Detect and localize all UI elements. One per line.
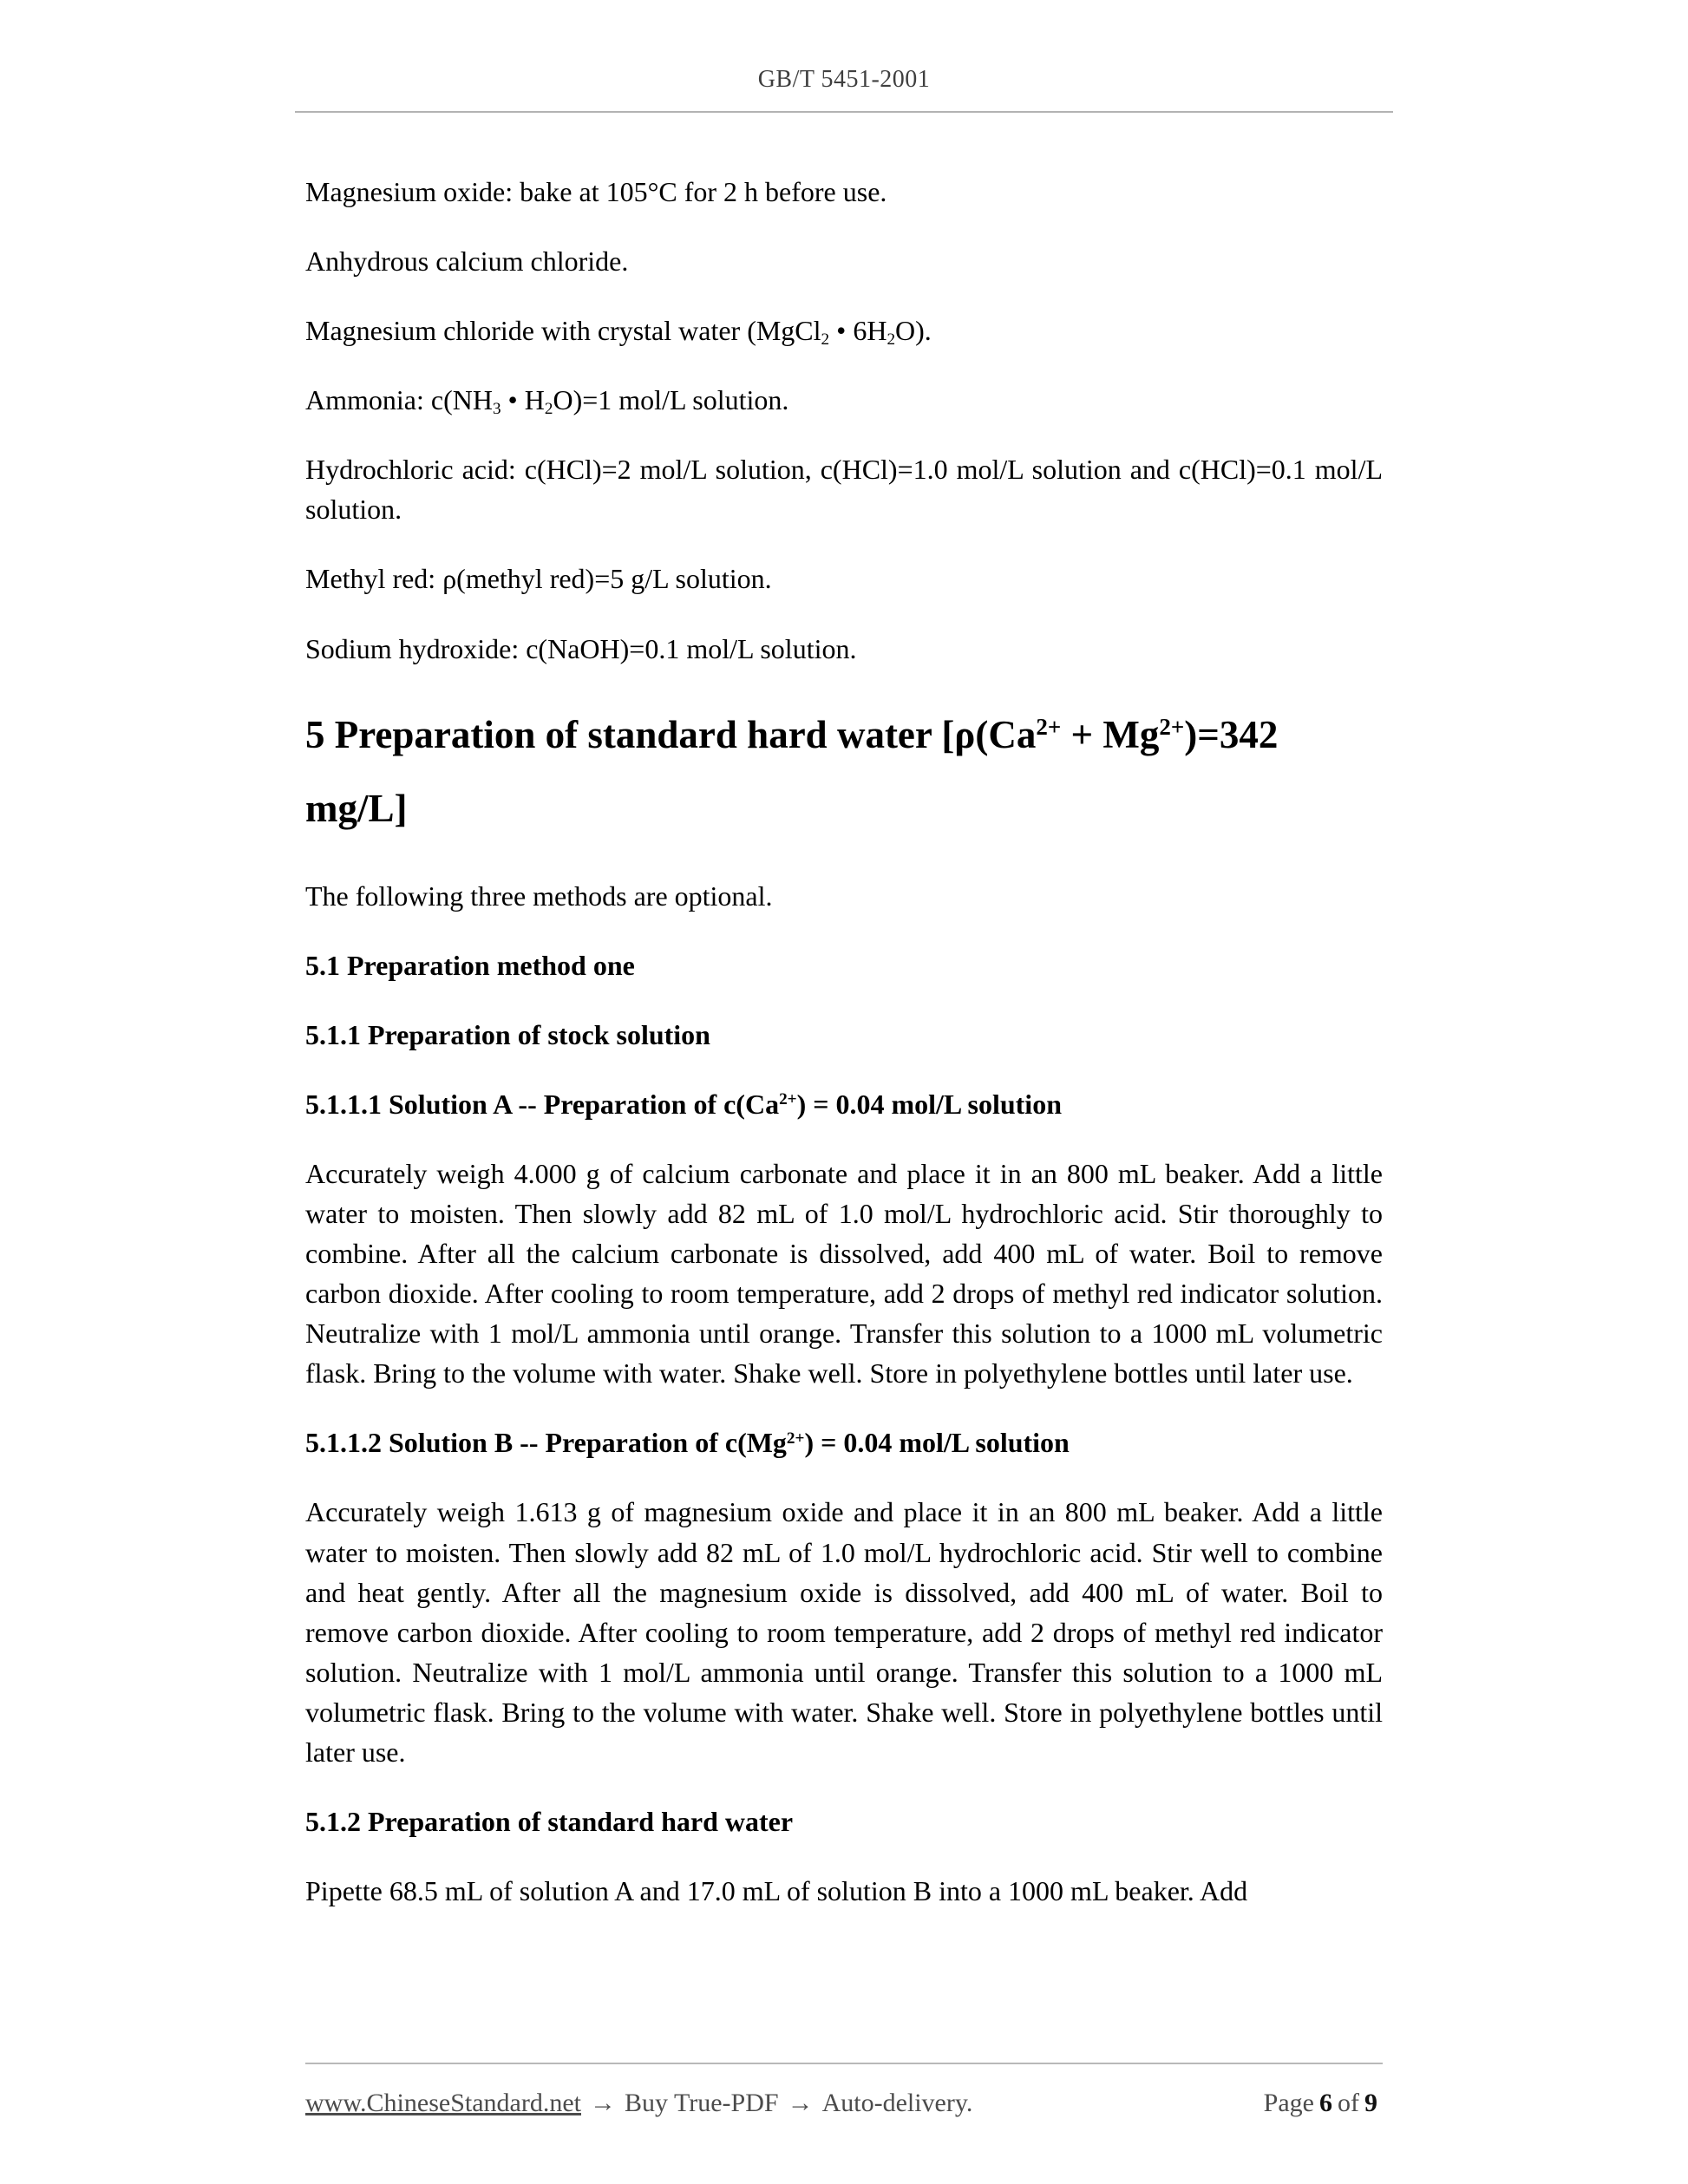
paragraph-solution-b bbox=[305, 1492, 1383, 1772]
text-run: Magnesium chloride with crystal water (MgCl bbox=[305, 315, 821, 347]
paragraph-methods-optional bbox=[305, 876, 1383, 916]
text-run: 5.1.1 Preparation of stock solution bbox=[305, 1018, 710, 1050]
paragraph-ammonia bbox=[305, 380, 1383, 420]
header-divider bbox=[295, 111, 1393, 113]
footer-divider bbox=[305, 2063, 1383, 2064]
text-run: Hydrochloric acid: c(HCl)=2 mol/L solution, c(HCl)=1.0 mol/L solution and c(HCl)=0.1 mol/L solution. bbox=[305, 454, 1383, 526]
text-run: 5.1.1.1 Solution A -- Preparation of c(Ca bbox=[305, 1088, 780, 1120]
text-run: 2+ bbox=[779, 1090, 797, 1109]
text-run: )=342 mg/L] bbox=[305, 712, 1279, 831]
text-run: ) = 0.04 mol/L solution bbox=[796, 1088, 1062, 1120]
page-of-label: of bbox=[1338, 2089, 1359, 2117]
text-run: 5.1.2 Preparation of standard hard water bbox=[305, 1806, 794, 1838]
text-run: 2 bbox=[821, 330, 830, 349]
document-number: GB/T 5451-2001 bbox=[757, 66, 931, 93]
heading-5-1-2 bbox=[305, 1801, 1383, 1841]
heading-section-5 bbox=[305, 698, 1383, 847]
text-run: 2 bbox=[887, 330, 896, 349]
text-run: Accurately weigh 4.000 g of calcium carbonate and place it in an 800 mL beaker. Add a little water to moisten. Then slowly add 82 mL of 1.0 mol/L hydrochloric acid. Stir thoroughly to combine. After all the calcium carbonate is dissolved, add 400 mL of water. Boil to remove carbon dioxide. After cooling to room temperature, add 2 drops of methyl red indicator solution. Neutralize with 1 mol/L ammonia until orange. Transfer this solution to a 1000 mL volumetric flask. Bring to the volume with water. Shake well. Store in polyethylene bottles until later use. bbox=[305, 1157, 1383, 1390]
text-run: Magnesium oxide: bake at 105°C for 2 h before use. bbox=[305, 176, 887, 207]
text-run: 5.1 Preparation method one bbox=[305, 949, 635, 981]
text-run: 2 bbox=[544, 400, 553, 419]
footer-delivery-label: Auto-delivery. bbox=[821, 2089, 973, 2117]
text-run: O)=1 mol/L solution. bbox=[553, 384, 789, 416]
page-label: Page bbox=[1263, 2089, 1314, 2117]
text-run: ) = 0.04 mol/L solution bbox=[804, 1427, 1070, 1459]
page-footer bbox=[305, 2063, 1383, 2118]
paragraph-calcium-chloride bbox=[305, 241, 1383, 281]
paragraph-sodium-hydroxide bbox=[305, 629, 1383, 669]
text-run: • H bbox=[501, 384, 545, 416]
page-indicator bbox=[1264, 2089, 1383, 2118]
text-run: The following three methods are optional. bbox=[305, 879, 773, 912]
footer-buy-label: Buy True-PDF bbox=[625, 2089, 779, 2117]
text-run: 5.1.1.2 Solution B -- Preparation of c(Mg bbox=[305, 1427, 787, 1459]
text-run: Anhydrous calcium chloride. bbox=[305, 245, 629, 278]
text-run: • 6H bbox=[829, 315, 887, 347]
text-run: 3 bbox=[492, 400, 501, 419]
text-run: Pipette 68.5 mL of solution A and 17.0 mL of solution B into a 1000 mL beaker. Add bbox=[305, 1875, 1248, 1907]
document-content bbox=[305, 172, 1383, 1940]
footer-row bbox=[305, 2089, 1383, 2118]
text-run: 2+ bbox=[1159, 713, 1185, 740]
page-total: 9 bbox=[1364, 2089, 1377, 2117]
heading-5-1-1-2 bbox=[305, 1422, 1383, 1462]
text-run: Methyl red: ρ(methyl red)=5 g/L solution. bbox=[305, 563, 772, 595]
arrow-icon: → bbox=[787, 2089, 814, 2117]
heading-5-1-1 bbox=[305, 1015, 1383, 1055]
text-run: Ammonia: c(NH bbox=[305, 384, 493, 416]
paragraph-magnesium-oxide bbox=[305, 172, 1383, 212]
text-run: O). bbox=[895, 315, 932, 347]
heading-5-1-1-1 bbox=[305, 1084, 1383, 1124]
text-run: + Mg bbox=[1061, 712, 1160, 756]
text-run: 5 Preparation of standard hard water [ρ(Ca bbox=[305, 712, 1037, 756]
text-run: 2+ bbox=[1036, 713, 1062, 740]
heading-5-1 bbox=[305, 945, 1383, 985]
text-run: Sodium hydroxide: c(NaOH)=0.1 mol/L solution. bbox=[305, 632, 857, 664]
paragraph-pipette bbox=[305, 1871, 1383, 1911]
paragraph-hydrochloric-acid bbox=[305, 449, 1383, 529]
text-run: 2+ bbox=[786, 1429, 805, 1448]
page-number: 6 bbox=[1319, 2089, 1332, 2117]
footer-link[interactable]: www.ChineseStandard.net bbox=[305, 2089, 581, 2117]
paragraph-magnesium-chloride bbox=[305, 311, 1383, 350]
page-header bbox=[295, 66, 1393, 113]
paragraph-methyl-red bbox=[305, 559, 1383, 598]
paragraph-solution-a bbox=[305, 1154, 1383, 1393]
arrow-icon: → bbox=[590, 2089, 616, 2117]
footer-source bbox=[305, 2089, 972, 2118]
text-run: Accurately weigh 1.613 g of magnesium oxide and place it in an 800 mL beaker. Add a little water to moisten. Then slowly add 82 mL of 1.0 mol/L hydrochloric acid. Stir well to combine and heat gently. After all the magnesium oxide is dissolved, add 400 mL of water. Boil to remove carbon dioxide. After cooling to room temperature, add 2 drops of methyl red indicator solution. Neutralize with 1 mol/L ammonia until orange. Transfer this solution to a 1000 mL volumetric flask. Bring to the volume with water. Shake well. Store in polyethylene bottles until later use. bbox=[305, 1496, 1383, 1768]
